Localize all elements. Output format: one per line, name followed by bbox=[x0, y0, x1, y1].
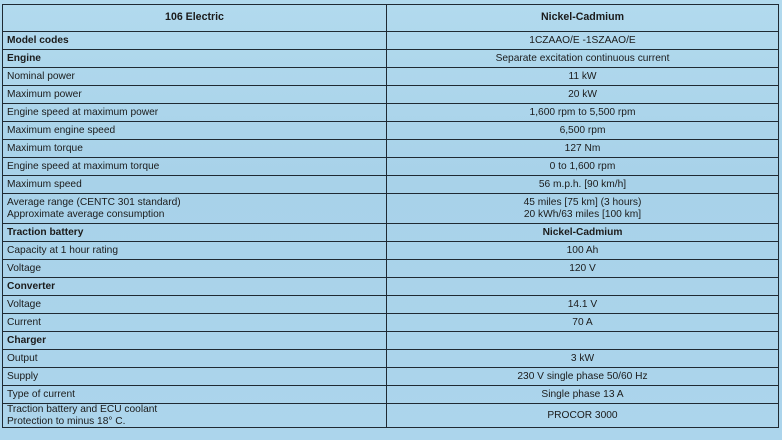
table-row bbox=[3, 176, 779, 194]
row-label-cell bbox=[3, 314, 387, 332]
row-label-cell bbox=[3, 404, 387, 428]
row-value-cell bbox=[387, 350, 779, 368]
row-label: Voltage bbox=[7, 298, 41, 310]
row-label-cell bbox=[3, 176, 387, 194]
row-value: 11 kW bbox=[568, 70, 597, 82]
row-label: Approximate average consumption bbox=[7, 208, 165, 220]
row-value: 3 kW bbox=[570, 352, 595, 364]
row-label-cell bbox=[3, 296, 387, 314]
row-value-cell bbox=[387, 140, 779, 158]
row-label-cell bbox=[3, 194, 387, 224]
row-value: Separate excitation continuous current bbox=[495, 52, 670, 64]
row-value: PROCOR 3000 bbox=[547, 409, 618, 421]
row-value-cell bbox=[387, 104, 779, 122]
row-value: 14.1 V bbox=[567, 298, 598, 310]
table-row bbox=[3, 386, 779, 404]
table-row bbox=[3, 404, 779, 428]
row-label: Maximum power bbox=[7, 88, 82, 100]
row-value: 6,500 rpm bbox=[559, 124, 606, 136]
row-value-cell bbox=[387, 194, 779, 224]
row-label-cell bbox=[3, 260, 387, 278]
row-value: 70 A bbox=[572, 316, 593, 328]
row-value: 0 to 1,600 rpm bbox=[549, 160, 616, 172]
row-label-cell bbox=[3, 104, 387, 122]
row-label-cell bbox=[3, 242, 387, 260]
row-label-cell bbox=[3, 278, 387, 296]
row-value-cell bbox=[387, 50, 779, 68]
row-value-cell bbox=[387, 242, 779, 260]
table-row bbox=[3, 242, 779, 260]
section-row bbox=[3, 224, 779, 242]
row-value-cell bbox=[387, 386, 779, 404]
table-row bbox=[3, 122, 779, 140]
row-label: Protection to minus 18° C. bbox=[7, 415, 126, 427]
row-value-cell bbox=[387, 158, 779, 176]
table-row bbox=[3, 296, 779, 314]
row-label-cell bbox=[3, 368, 387, 386]
row-label-cell bbox=[3, 68, 387, 86]
row-value-cell bbox=[387, 368, 779, 386]
section-row bbox=[3, 50, 779, 68]
row-value-cell bbox=[387, 224, 779, 242]
row-label-cell bbox=[3, 140, 387, 158]
row-label: Charger bbox=[7, 334, 47, 346]
table-row bbox=[3, 368, 779, 386]
section-row bbox=[3, 278, 779, 296]
row-label: Maximum speed bbox=[7, 178, 82, 190]
row-label-cell bbox=[3, 122, 387, 140]
row-label-cell bbox=[3, 386, 387, 404]
row-label: Output bbox=[7, 352, 38, 364]
header-battery-type: Nickel-Cadmium bbox=[387, 5, 779, 32]
row-value: 20 kWh/63 miles [100 km] bbox=[523, 208, 642, 220]
row-label: Engine bbox=[7, 52, 41, 64]
row-label: Model codes bbox=[7, 34, 69, 46]
row-value: 230 V single phase 50/60 Hz bbox=[517, 370, 648, 382]
row-label-cell bbox=[3, 32, 387, 50]
table-row bbox=[3, 140, 779, 158]
row-label: Traction battery bbox=[7, 226, 84, 238]
row-label: Capacity at 1 hour rating bbox=[7, 244, 118, 256]
table-row bbox=[3, 158, 779, 176]
row-value-cell bbox=[387, 176, 779, 194]
row-value-cell bbox=[387, 278, 779, 296]
row-value-cell bbox=[387, 314, 779, 332]
row-value-cell bbox=[387, 122, 779, 140]
table-header-row bbox=[3, 5, 779, 32]
row-value: 20 kW bbox=[568, 88, 597, 100]
row-label: Maximum engine speed bbox=[7, 124, 116, 136]
table-row bbox=[3, 314, 779, 332]
row-value: 56 m.p.h. [90 km/h] bbox=[538, 178, 627, 190]
row-value-cell bbox=[387, 260, 779, 278]
row-label: Average range (CENTC 301 standard) bbox=[7, 197, 181, 209]
row-value: 120 V bbox=[569, 262, 596, 274]
row-label-cell bbox=[3, 350, 387, 368]
row-label-cell bbox=[3, 158, 387, 176]
row-label-cell bbox=[3, 332, 387, 350]
row-label-cell bbox=[3, 86, 387, 104]
row-label: Current bbox=[7, 316, 41, 328]
row-value: 127 Nm bbox=[564, 142, 601, 154]
row-value: 1,600 rpm to 5,500 rpm bbox=[529, 106, 636, 118]
row-label: Traction battery and ECU coolant bbox=[7, 404, 158, 416]
row-value-cell bbox=[387, 68, 779, 86]
row-label: Maximum torque bbox=[7, 142, 83, 154]
table-row bbox=[3, 86, 779, 104]
row-label: Supply bbox=[7, 370, 39, 382]
row-value-cell bbox=[387, 32, 779, 50]
row-value: Nickel-Cadmium bbox=[542, 226, 623, 238]
row-label-cell bbox=[3, 50, 387, 68]
row-label: Engine speed at maximum torque bbox=[7, 160, 160, 172]
section-row bbox=[3, 32, 779, 50]
row-value-cell bbox=[387, 86, 779, 104]
row-label-cell bbox=[3, 224, 387, 242]
row-value-cell bbox=[387, 404, 779, 428]
row-value-cell bbox=[387, 332, 779, 350]
row-label: Converter bbox=[7, 280, 56, 292]
spec-table-body bbox=[3, 5, 779, 428]
table-row bbox=[3, 260, 779, 278]
table-row bbox=[3, 350, 779, 368]
row-value: Single phase 13 A bbox=[541, 388, 624, 400]
row-label: Nominal power bbox=[7, 70, 75, 82]
row-value: 45 miles [75 km] (3 hours) bbox=[523, 197, 642, 209]
row-label: Type of current bbox=[7, 388, 75, 400]
row-value-cell bbox=[387, 296, 779, 314]
row-value: 100 Ah bbox=[566, 244, 599, 256]
table-row bbox=[3, 68, 779, 86]
spec-table bbox=[2, 4, 779, 428]
table-row bbox=[3, 104, 779, 122]
row-label: Voltage bbox=[7, 262, 41, 274]
section-row bbox=[3, 332, 779, 350]
row-label: Engine speed at maximum power bbox=[7, 106, 159, 118]
header-model: 106 Electric bbox=[3, 5, 387, 32]
table-row bbox=[3, 194, 779, 224]
row-value: 1CZAAO/E -1SZAAO/E bbox=[529, 34, 636, 46]
